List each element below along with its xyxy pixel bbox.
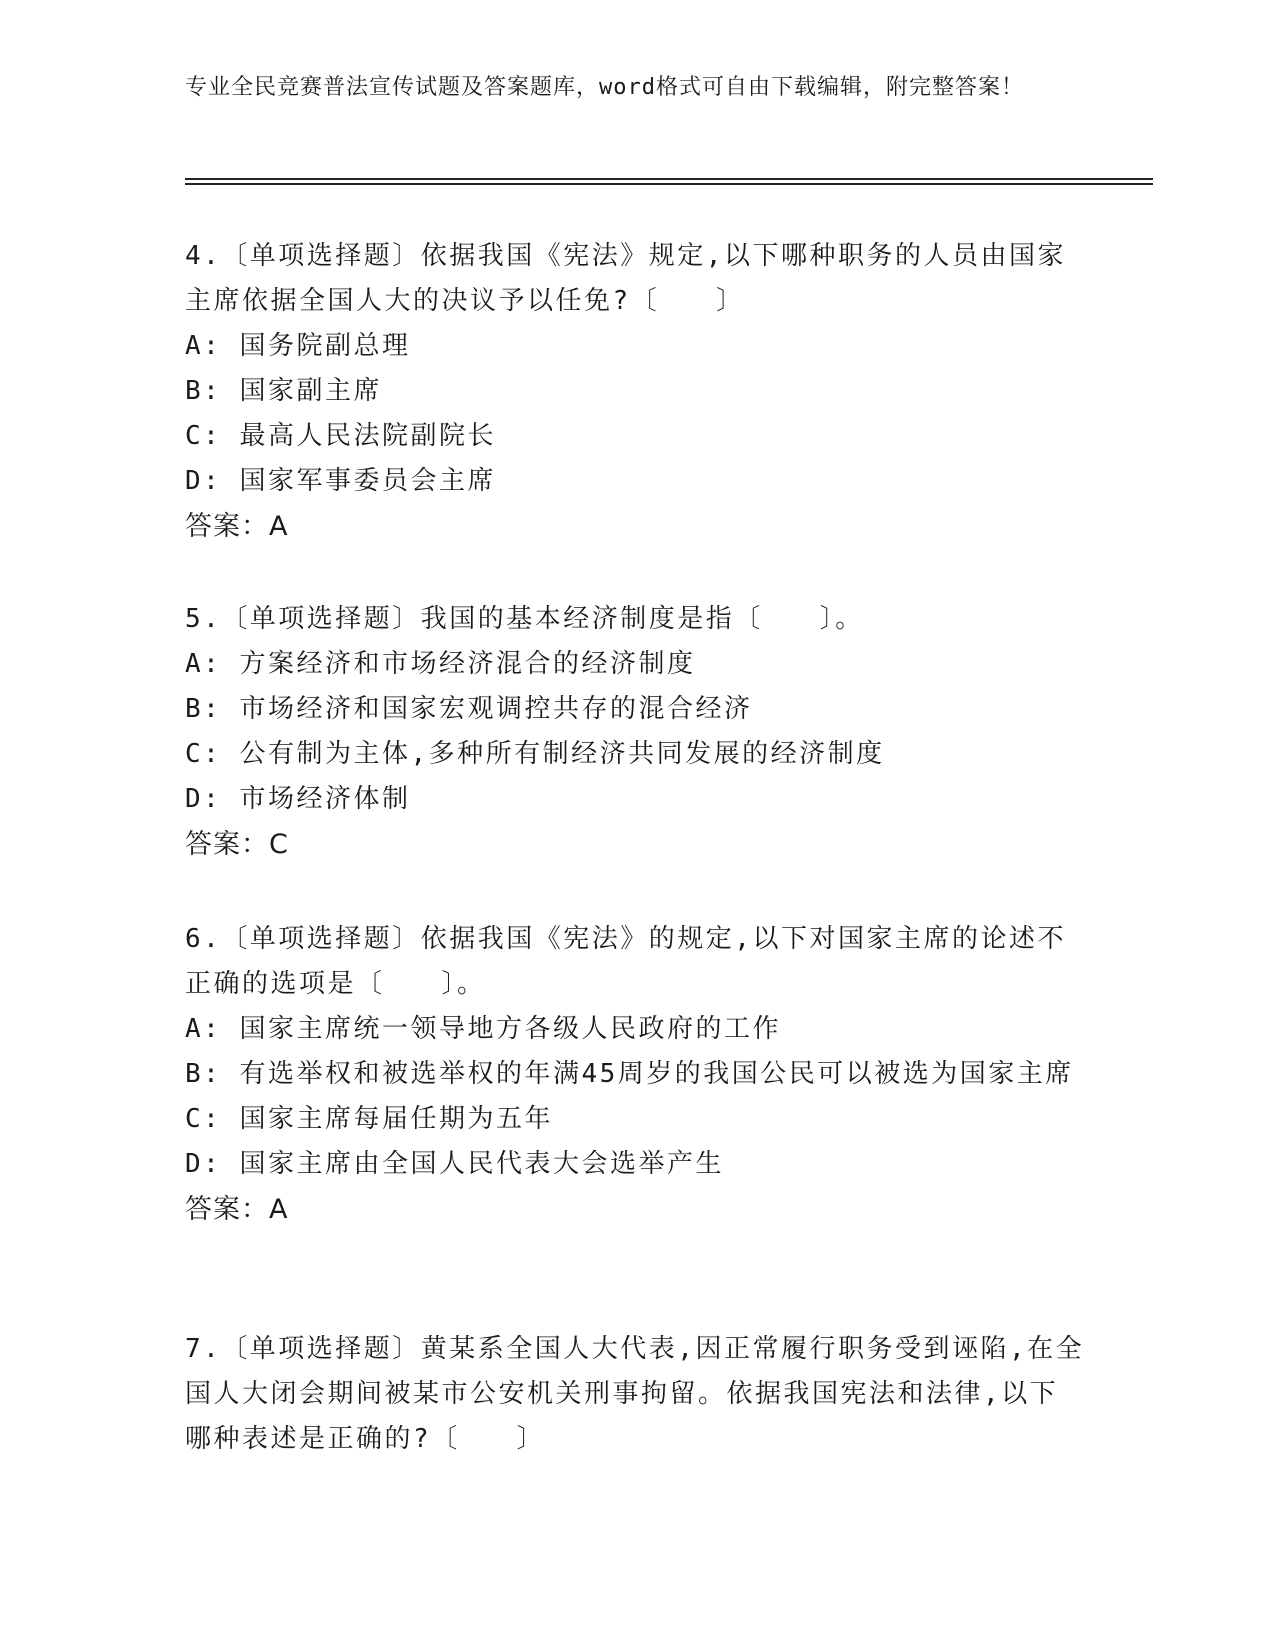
option-a: A: 国务院副总理 — [185, 331, 411, 361]
question-4 — [185, 234, 1085, 549]
question-stem: 6.〔单项选择题〕依据我国《宪法》的规定,以下对国家主席的论述不正确的选项是〔 〕。 — [185, 924, 1066, 999]
option-c: C: 最高人民法院副院长 — [185, 421, 496, 451]
option-d: D: 国家主席由全国人民代表大会选举产生 — [185, 1149, 724, 1179]
option-a: A: 方案经济和市场经济混合的经济制度 — [185, 649, 696, 679]
option-d: D: 市场经济体制 — [185, 784, 411, 814]
question-stem: 4.〔单项选择题〕依据我国《宪法》规定,以下哪种职务的人员由国家主席依据全国人大的决议予以任免?〔 〕 — [185, 241, 1066, 316]
answer-label: 答案：C — [185, 829, 289, 860]
question-5 — [185, 597, 1085, 867]
answer-label: 答案：A — [185, 1194, 289, 1225]
option-b: B: 市场经济和国家宏观调控共存的混合经济 — [185, 694, 753, 724]
answer-label: 答案：A — [185, 511, 289, 542]
option-b: B: 国家副主席 — [185, 376, 382, 406]
option-a: A: 国家主席统一领导地方各级人民政府的工作 — [185, 1014, 781, 1044]
header-divider-bottom — [185, 183, 1153, 185]
question-7 — [185, 1327, 1085, 1462]
question-stem: 5.〔单项选择题〕我国的基本经济制度是指〔 〕。 — [185, 604, 864, 634]
option-c: C: 公有制为主体,多种所有制经济共同发展的经济制度 — [185, 739, 885, 769]
option-b: B: 有选举权和被选举权的年满45周岁的我国公民可以被选为国家主席 — [185, 1059, 1074, 1089]
header-divider-top — [185, 178, 1153, 180]
option-c: C: 国家主席每届任期为五年 — [185, 1104, 553, 1134]
question-stem: 7.〔单项选择题〕黄某系全国人大代表,因正常履行职务受到诬陷,在全国人大闭会期间被某市公安机关刑事拘留。依据我国宪法和法律,以下哪种表述是正确的?〔 〕 — [185, 1334, 1085, 1454]
document-header-text: 专业全民竞赛普法宣传试题及答案题库，word格式可自由下载编辑，附完整答案！ — [185, 75, 1024, 100]
question-6 — [185, 917, 1085, 1232]
option-d: D: 国家军事委员会主席 — [185, 466, 496, 496]
